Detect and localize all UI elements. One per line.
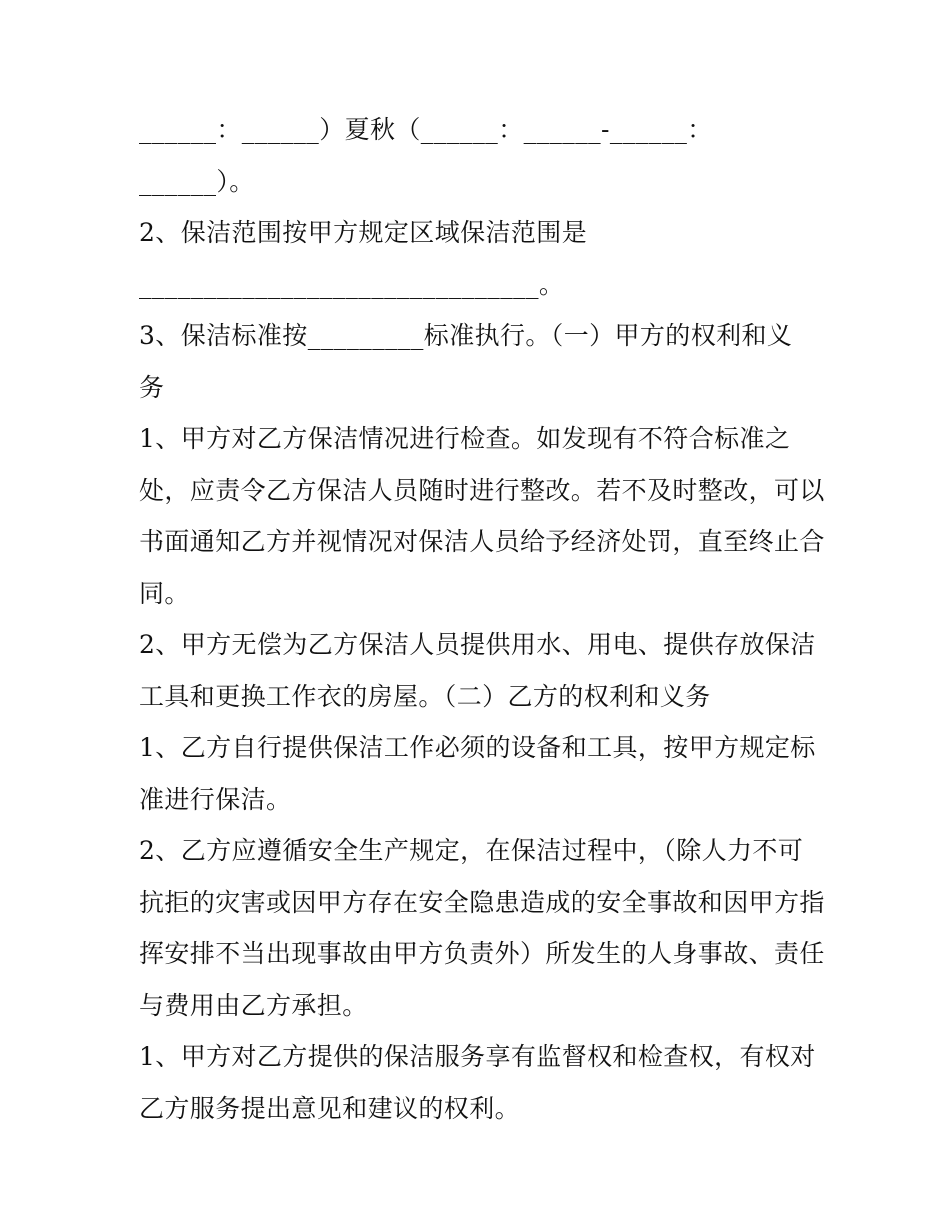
text-line-7: 1、甲方对乙方保洁情况进行检查。如发现有不符合标准之 bbox=[139, 424, 791, 453]
text-line-4: _______________________________。 bbox=[139, 269, 565, 299]
text-line-11: 2、甲方无偿为乙方保洁人员提供用水、用电、提供存放保洁 bbox=[139, 630, 816, 659]
text-line-19: 1、甲方对乙方提供的保洁服务享有监督权和检查权，有权对 bbox=[139, 1042, 816, 1071]
text-line-20: 乙方服务提出意见和建议的权利。 bbox=[139, 1093, 521, 1123]
text-line-2: ______）。 bbox=[139, 166, 255, 196]
text-line-17: 挥安排不当出现事故由甲方负责外）所发生的人身事故、责任 bbox=[139, 939, 825, 968]
text-line-13: 1、乙方自行提供保洁工作必须的设备和工具，按甲方规定标 bbox=[139, 733, 816, 762]
text-line-9: 书面通知乙方并视情况对保洁人员给予经济处罚，直至终止合 bbox=[139, 527, 825, 556]
text-line-10: 同。 bbox=[139, 578, 190, 608]
text-line-8: 处，应责令乙方保洁人员随时进行整改。若不及时整改，可以 bbox=[139, 475, 825, 505]
text-line-12: 工具和更换工作衣的房屋。（二）乙方的权利和义务 bbox=[139, 681, 711, 711]
text-line-15: 2、乙方应遵循安全生产规定，在保洁过程中，（除人力不可 bbox=[139, 836, 804, 865]
text-line-1: ______：______）夏秋（______：______-______： bbox=[139, 115, 713, 144]
text-line-18: 与费用由乙方承担。 bbox=[139, 990, 368, 1020]
text-line-6: 务 bbox=[139, 372, 165, 402]
text-line-16: 抗拒的灾害或因甲方存在安全隐患造成的安全事故和因甲方指 bbox=[139, 887, 825, 917]
text-line-14: 准进行保洁。 bbox=[139, 784, 292, 814]
text-line-5: 3、保洁标准按_________标准执行。（一）甲方的权利和义 bbox=[139, 321, 793, 350]
document-body bbox=[139, 104, 829, 1134]
text-line-3: 2、保洁范围按甲方规定区域保洁范围是 bbox=[139, 218, 588, 247]
